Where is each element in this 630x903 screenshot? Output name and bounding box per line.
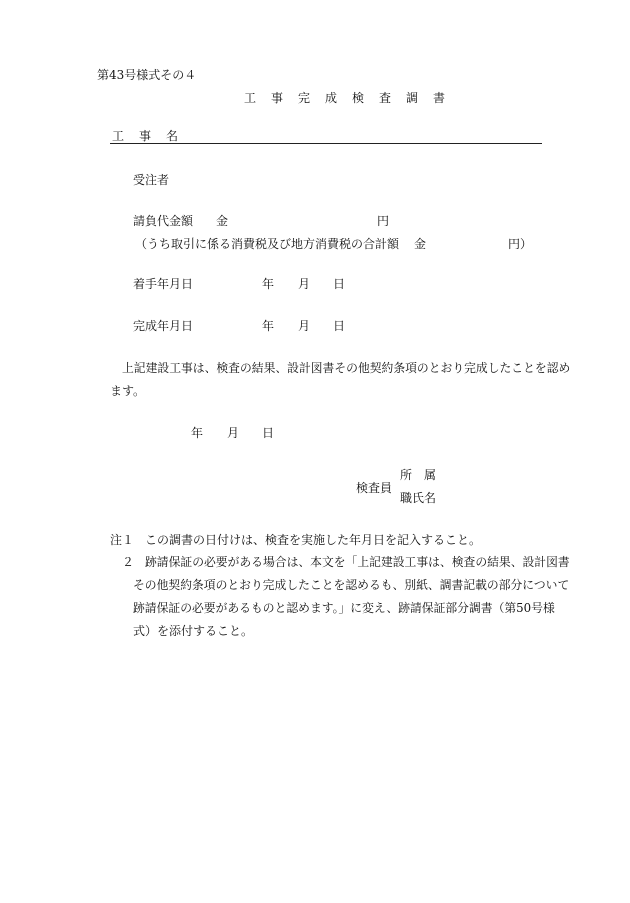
- tax-yen: 円）: [508, 237, 533, 251]
- note-2-line-3: 跡請保証の必要があるものと認めます。」に変え、跡請保証部分調書（第50号様: [133, 601, 555, 615]
- tax-note: （うち取引に係る消費税及び地方消費税の合計額: [135, 237, 400, 251]
- note-1-text: この調書の日付けは、検査を実施した年月日を記入すること。: [145, 533, 482, 547]
- start-date-month: 月: [298, 277, 311, 291]
- contract-amount-label: 請負代金額: [133, 214, 194, 228]
- completion-date-day: 日: [333, 319, 346, 333]
- start-date-day: 日: [333, 277, 346, 291]
- contract-amount-kin: 金: [216, 214, 229, 228]
- note-2-line-4: 式）を添付すること。: [133, 624, 254, 638]
- inspector-label: 検査員: [356, 481, 393, 495]
- contractor-label: 受注者: [133, 173, 170, 187]
- statement-line-1: 上記建設工事は、検査の結果、設計図書その他契約条項のとおり完成したことを認め: [122, 361, 571, 375]
- note-2-number: ２: [122, 555, 135, 569]
- note-1-prefix: 注１: [110, 533, 135, 547]
- project-name-underline: [110, 143, 542, 144]
- form-number: 第43号様式その４: [97, 68, 197, 82]
- note-2-line-1: 跡請保証の必要がある場合は、本文を「上記建設工事は、検査の結果、設計図書: [145, 555, 570, 569]
- issue-date-month: 月: [227, 426, 240, 440]
- completion-date-label: 完成年月日: [133, 319, 194, 333]
- project-name-label: 工事名: [112, 129, 194, 143]
- completion-date-month: 月: [298, 319, 311, 333]
- note-2-line-2: その他契約条項のとおり完成したことを認めるも、別紙、調書記載の部分について: [133, 578, 570, 592]
- contract-amount-yen: 円: [377, 214, 390, 228]
- completion-date-year: 年: [262, 319, 275, 333]
- issue-date-year: 年: [191, 426, 204, 440]
- title-name-label: 職氏名: [400, 491, 437, 505]
- start-date-year: 年: [262, 277, 275, 291]
- start-date-label: 着手年月日: [133, 277, 194, 291]
- tax-kin: 金: [414, 237, 427, 251]
- document-title: 工事完成検査調書: [244, 91, 461, 105]
- statement-line-2: ます。: [110, 384, 146, 398]
- issue-date-day: 日: [262, 426, 275, 440]
- affiliation-label: 所 属: [400, 468, 437, 482]
